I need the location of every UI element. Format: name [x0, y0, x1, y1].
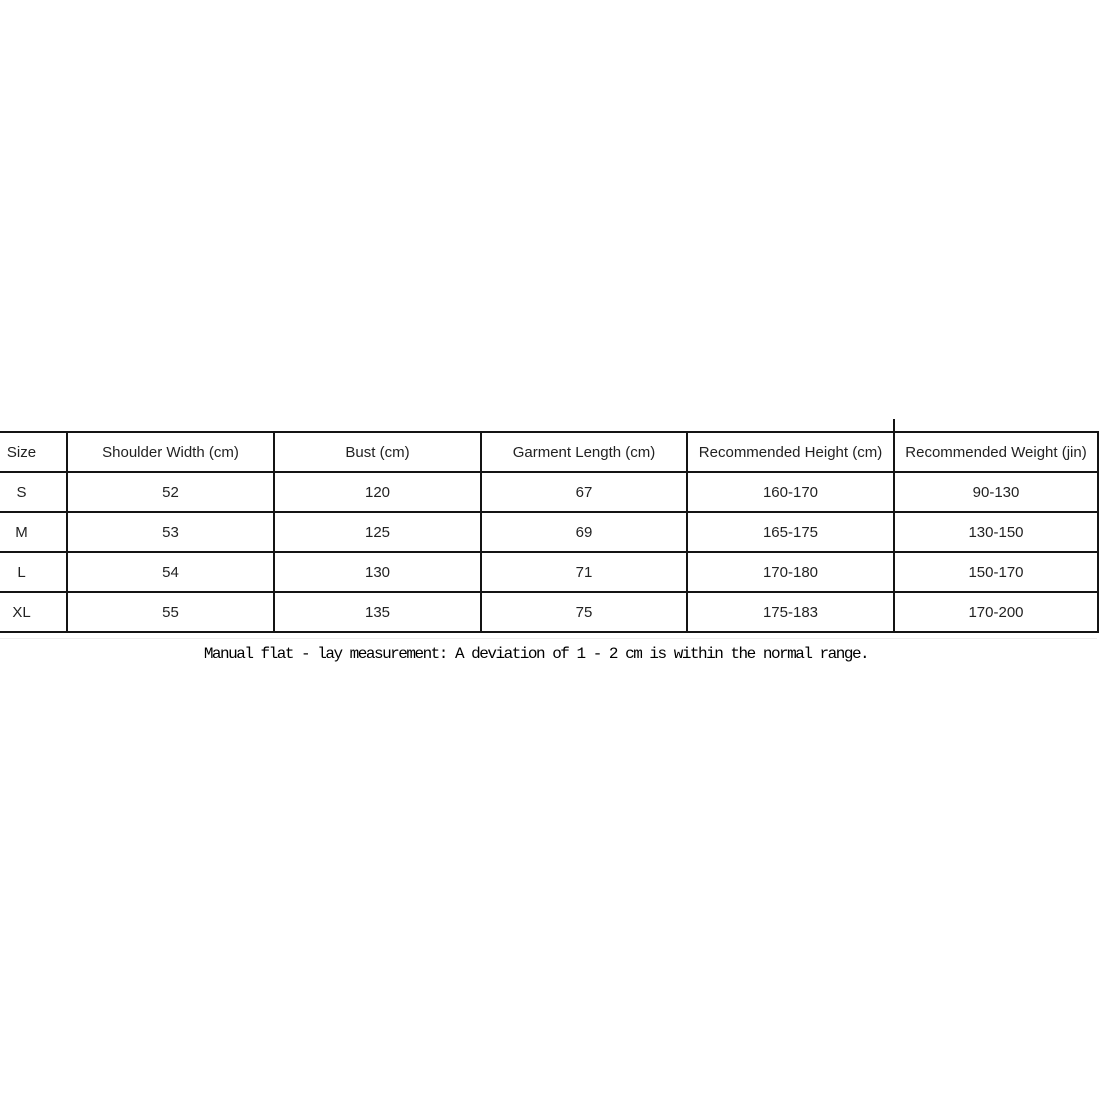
recommended-weight-cell: 170-200 — [894, 592, 1098, 632]
shoulder-width-cell: 52 — [67, 472, 274, 512]
garment-length-cell: 69 — [481, 512, 687, 552]
bust-cell: 135 — [274, 592, 481, 632]
header-cell-recommended-weight: Recommended Weight (jin) — [894, 432, 1098, 472]
size-chart — [0, 431, 1097, 633]
size-cell: L — [0, 552, 67, 592]
size-cell: XL — [0, 592, 67, 632]
recommended-weight-cell: 150-170 — [894, 552, 1098, 592]
table-row-l — [0, 552, 1098, 592]
recommended-height-cell: 160-170 — [687, 472, 894, 512]
bust-cell: 130 — [274, 552, 481, 592]
size-cell: S — [0, 472, 67, 512]
garment-length-cell: 67 — [481, 472, 687, 512]
header-cell-size: Size — [0, 432, 67, 472]
shoulder-width-cell: 55 — [67, 592, 274, 632]
recommended-height-cell: 170-180 — [687, 552, 894, 592]
header-cell-garment-length: Garment Length (cm) — [481, 432, 687, 472]
recommended-weight-cell: 130-150 — [894, 512, 1098, 552]
garment-length-cell: 75 — [481, 592, 687, 632]
header-row — [0, 432, 1098, 472]
recommended-weight-cell: 90-130 — [894, 472, 1098, 512]
table-row-xl — [0, 592, 1098, 632]
header-cell-recommended-height: Recommended Height (cm) — [687, 432, 894, 472]
faint-divider-line — [0, 638, 1097, 639]
table-row-m — [0, 512, 1098, 552]
recommended-height-cell: 165-175 — [687, 512, 894, 552]
size-cell: M — [0, 512, 67, 552]
shoulder-width-cell: 53 — [67, 512, 274, 552]
recommended-height-cell: 175-183 — [687, 592, 894, 632]
header-cell-shoulder-width: Shoulder Width (cm) — [67, 432, 274, 472]
table-row-s — [0, 472, 1098, 512]
size-chart-table — [0, 431, 1099, 633]
header-cell-bust: Bust (cm) — [274, 432, 481, 472]
bust-cell: 120 — [274, 472, 481, 512]
bust-cell: 125 — [274, 512, 481, 552]
shoulder-width-cell: 54 — [67, 552, 274, 592]
garment-length-cell: 71 — [481, 552, 687, 592]
measurement-note: Manual flat - lay measurement: A deviation of 1 - 2 cm is within the normal range. — [203, 645, 869, 663]
